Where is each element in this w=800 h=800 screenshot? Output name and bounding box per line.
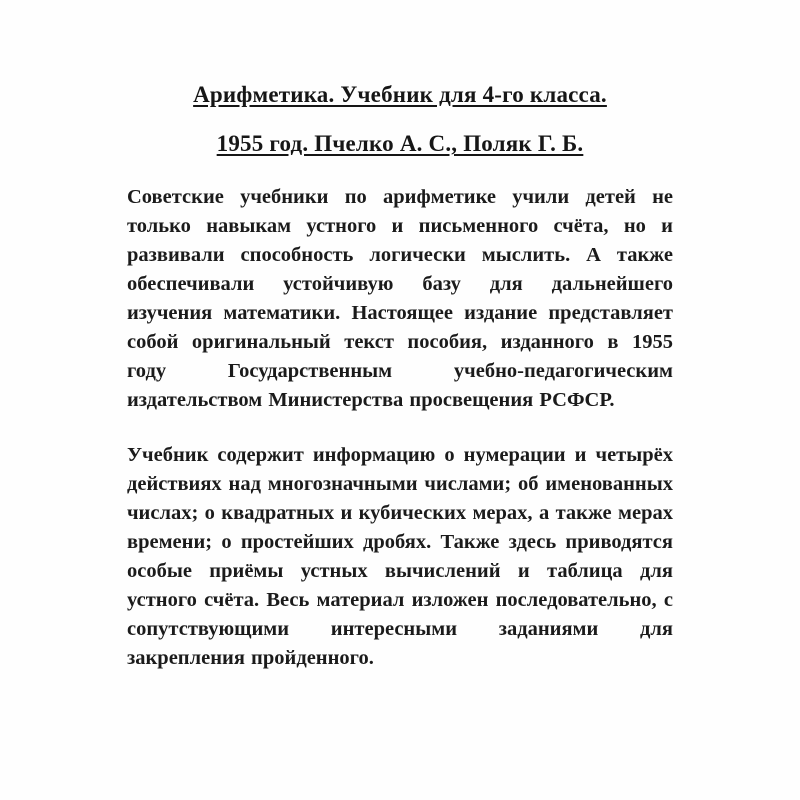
document-title-line-1: Арифметика. Учебник для 4-го класса. <box>193 82 607 107</box>
document-title-line-2: 1955 год. Пчелко А. С., Поляк Г. Б. <box>216 131 584 156</box>
document-paragraph-1: Советские учебники по арифметике учили детей не только навыкам устного и письменного счёта, но и развивали способность логически мыслить. А также обеспечивали устойчивую базу для дальнейшего изучения математики. Настоящее издание представляет собой оригинальный текст пособия, изданного в 1955 году Государственным учебно-педагогическим издательством Министерства просвещения РСФСР. <box>127 186 673 411</box>
document-paragraph-2: Учебник содержит информацию о нумерации и четырёх действиях над многозначными числами; об именованных числах; о квадратных и кубических мерах, а также мерах времени; о простейших дробях. Также здесь приводятся особые приёмы устных вычислений и таблица для устного счёта. Весь материал изложен последовательно, с сопутствующими интересными заданиями для закрепления пройденного. <box>127 444 673 669</box>
